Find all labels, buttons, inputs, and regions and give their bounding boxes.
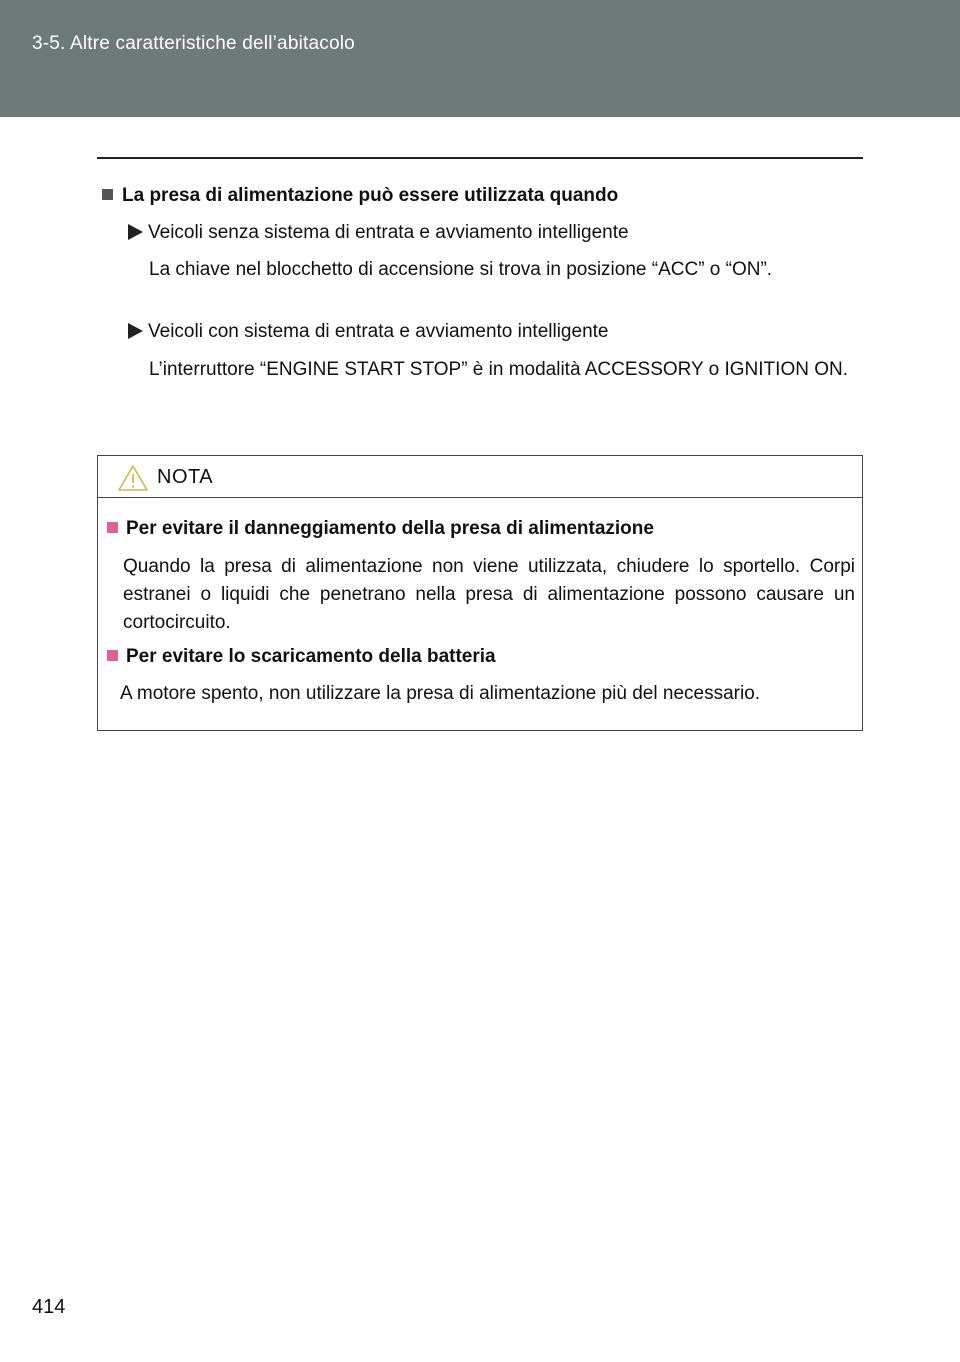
sub-item-1: [128, 222, 629, 244]
section-heading-text: La presa di alimentazione può essere utilizzata quando: [122, 185, 619, 206]
note-heading-1-text: Per evitare il danneggiamento della presa di alimentazione: [126, 518, 654, 539]
chapter-title: 3-5. Altre caratteristiche dell’abitacolo: [32, 33, 355, 54]
note-heading-2-text: Per evitare lo scaricamento della batteria: [126, 646, 496, 667]
sub-item-1-label: Veicoli senza sistema di entrata e avviamento intelligente: [148, 222, 629, 243]
top-divider: [97, 157, 863, 159]
note-heading-2: [107, 646, 496, 668]
square-bullet-icon: [107, 650, 118, 661]
triangle-bullet-icon: [128, 224, 143, 240]
sub-item-2-text: L’interruttore “ENGINE START STOP” è in modalità ACCESSORY o IGNITION ON.: [149, 359, 849, 380]
note-text-1: Quando la presa di alimentazione non viene utilizzata, chiudere lo sportello. Corpi estranei o liquidi che penetrano nella presa di alimentazione possono causare un cortocircuito.: [123, 556, 855, 633]
note-text-2: A motore spento, non utilizzare la presa di alimentazione più del necessario.: [120, 683, 761, 704]
note-box: [97, 455, 863, 731]
sub-item-2: [128, 321, 608, 343]
triangle-bullet-icon: [128, 323, 143, 339]
warning-triangle-icon: [117, 464, 149, 492]
page-number: 414: [32, 1296, 66, 1318]
square-bullet-icon: [102, 189, 113, 200]
sub-item-1-text: La chiave nel blocchetto di accensione si trova in posizione “ACC” o “ON”.: [149, 259, 773, 280]
note-header: [98, 456, 862, 498]
note-heading-1: [107, 518, 654, 540]
note-label: NOTA: [157, 466, 214, 488]
sub-item-2-label: Veicoli con sistema di entrata e avviamento intelligente: [148, 321, 609, 342]
header-band: [0, 0, 960, 117]
section-heading: [102, 185, 618, 207]
square-bullet-icon: [107, 522, 118, 533]
